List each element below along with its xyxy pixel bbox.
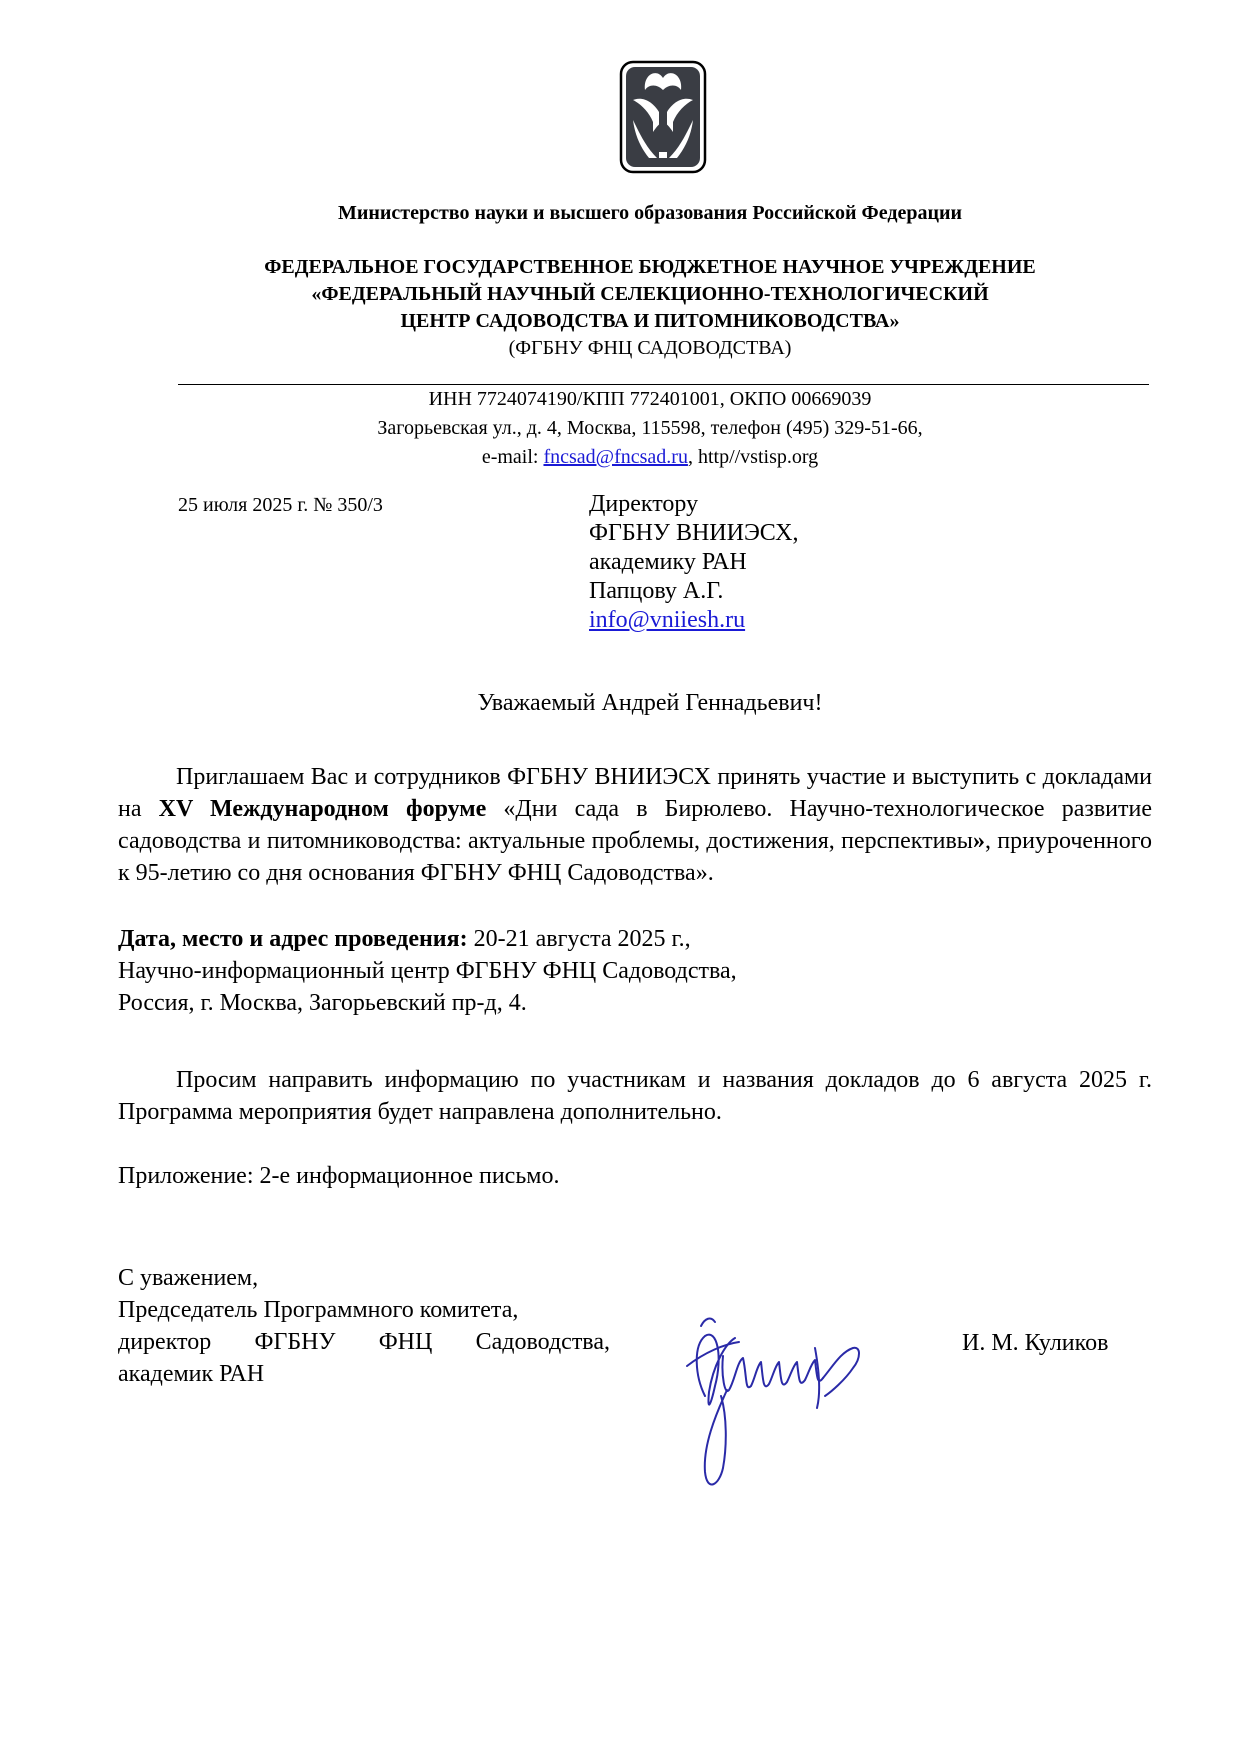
event-date-line — [118, 923, 1152, 955]
position-word: директор — [118, 1329, 212, 1355]
signer-position — [118, 1326, 610, 1358]
request-paragraph: Просим направить информацию по участникам и названия докладов до 6 августа 2025 г. Программа мероприятия будет направлена дополнительно. — [118, 1067, 1152, 1125]
invitation-paragraph — [118, 761, 1152, 889]
event-details — [118, 923, 1152, 1019]
institution-contacts — [150, 385, 1150, 472]
forum-name: XV Международном форуме — [158, 796, 487, 822]
closing-block — [118, 1262, 610, 1390]
regards: С уважением, — [118, 1265, 259, 1291]
greeting: Уважаемый Андрей Геннадьевич! — [477, 690, 823, 716]
event-venue: Научно-информационный центр ФГБНУ ФНЦ Садоводства, — [118, 958, 737, 984]
institution-name-line: ФЕДЕРАЛЬНОЕ ГОСУДАРСТВЕННОЕ БЮДЖЕТНОЕ НАУЧНОЕ УЧРЕЖДЕНИЕ — [264, 256, 1036, 278]
institution-name-line: «ФЕДЕРАЛЬНЫЙ НАУЧНЫЙ СЕЛЕКЦИОННО-ТЕХНОЛОГИЧЕСКИЙ — [311, 283, 989, 305]
addressee-line: Директору — [589, 491, 699, 517]
institution-abbreviation: (ФГБНУ ФНЦ САДОВОДСТВА) — [508, 337, 792, 359]
attachment-note: Приложение: 2-е информационное письмо. — [118, 1163, 560, 1189]
addressee-block — [589, 490, 799, 635]
addressee-line: ФГБНУ ВНИИЭСХ, — [589, 520, 799, 546]
event-date: 20-21 августа 2025 г., — [467, 926, 691, 952]
institution-logo — [619, 60, 707, 174]
addressee-line: академику РАН — [589, 549, 747, 575]
event-address: Россия, г. Москва, Загорьевский пр-д, 4. — [118, 990, 527, 1016]
handwritten-signature — [665, 1296, 875, 1501]
paragraph-text: «Дни сада в Бирюлево. Научно-технологическое развитие садоводства и питомниководства: актуальные проблемы, достижения, перспективы — [118, 796, 1152, 854]
event-details-label: Дата, место и адрес проведения: — [118, 926, 468, 952]
institution-name-line: ЦЕНТР САДОВОДСТВА И ПИТОМНИКОВОДСТВА» — [400, 310, 900, 332]
signer-name: И. М. Куликов — [962, 1330, 1109, 1356]
addressee-email-link[interactable]: info@vniiesh.ru — [589, 607, 746, 633]
paragraph-text: , приуроченного к 95-летию со дня основания ФГБНУ ФНЦ Садоводства». — [118, 828, 1152, 886]
email-prefix: e-mail: — [481, 446, 544, 468]
position-word: Садоводства, — [475, 1329, 610, 1355]
email-line — [150, 443, 1150, 472]
address-line: Загорьевская ул., д. 4, Москва, 115598, телефон (495) 329-51-66, — [377, 417, 923, 439]
requisites-line: ИНН 7724074190/КПП 772401001, ОКПО 00669039 — [428, 388, 872, 410]
quote-mark: » — [972, 828, 985, 854]
website-text: , http//vstisp.org — [687, 446, 819, 468]
position-word: ФНЦ — [378, 1329, 433, 1355]
institution-name — [150, 254, 1150, 335]
paragraph-text: Приглашаем Вас и сотрудников ФГБНУ ВНИИЭСХ принять участие и выступить с докладами на — [118, 764, 1152, 822]
ministry-heading: Министерство науки и высшего образования Российской Федерации — [337, 202, 963, 224]
letter-date-number: 25 июля 2025 г. № 350/3 — [178, 494, 383, 516]
position-word: ФГБНУ — [254, 1329, 336, 1355]
addressee-line: Папцову А.Г. — [589, 578, 724, 604]
signer-title: академик РАН — [118, 1361, 265, 1387]
institution-email-link[interactable]: fncsad@fncsad.ru — [543, 446, 688, 468]
signer-position: Председатель Программного комитета, — [118, 1297, 519, 1323]
